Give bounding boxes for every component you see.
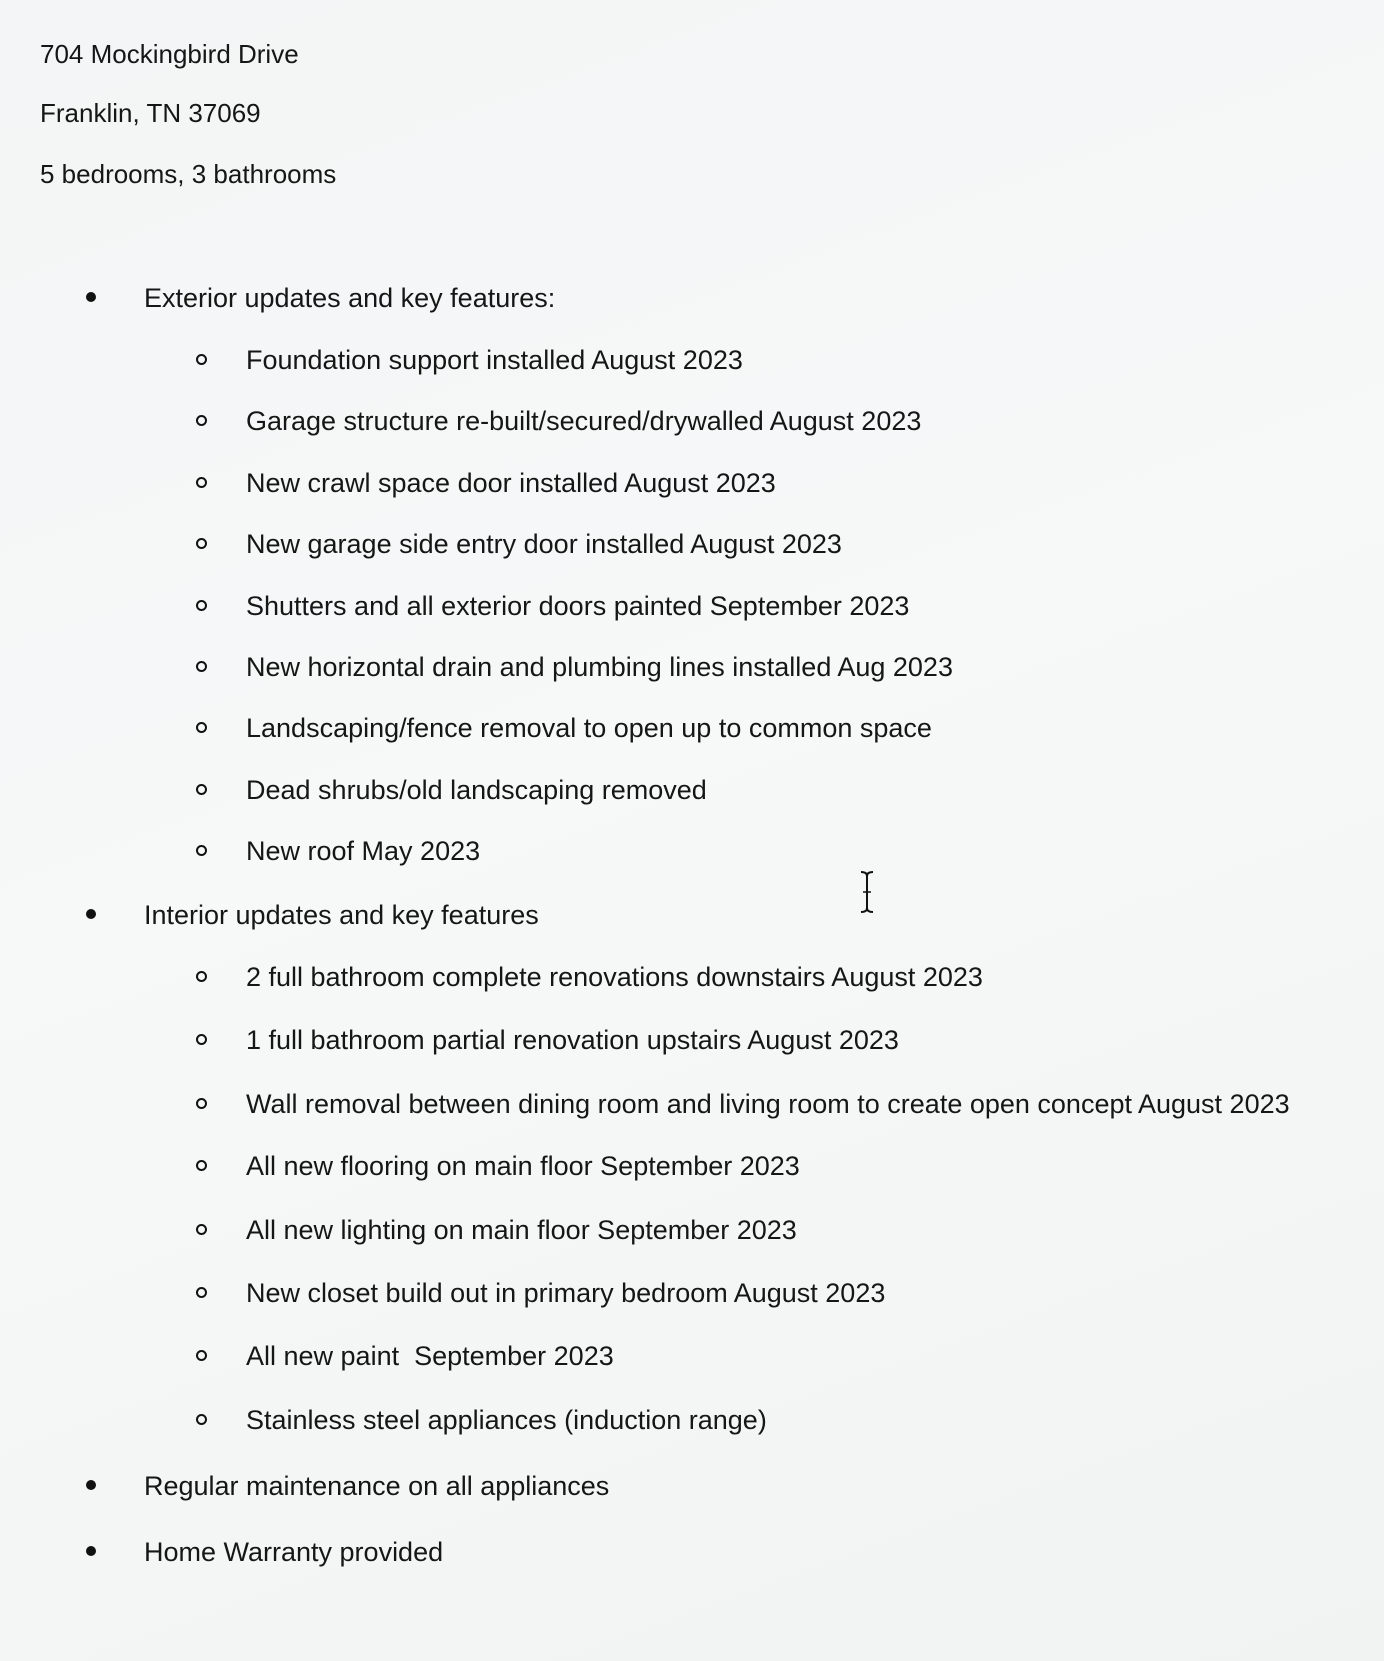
bullet-dot-icon <box>86 1546 96 1556</box>
circle-bullet-icon <box>196 722 207 733</box>
list-item <box>196 401 1376 441</box>
list-item <box>196 524 1376 564</box>
bullet-dot-icon <box>86 1480 96 1490</box>
list-item-text: New crawl space door installed August 2023 <box>246 468 776 498</box>
bullet-exterior <box>86 278 1326 318</box>
interior-heading: Interior updates and key features <box>144 900 539 930</box>
circle-bullet-icon <box>196 354 207 365</box>
circle-bullet-icon <box>196 538 207 549</box>
list-item <box>196 1400 1376 1440</box>
circle-bullet-icon <box>196 971 207 982</box>
circle-bullet-icon <box>196 1224 207 1235</box>
rooms-line: 5 bedrooms, 3 bathrooms <box>40 159 337 189</box>
bullet-interior <box>86 895 1326 935</box>
list-item-text: All new lighting on main floor September 2023 <box>246 1215 797 1245</box>
maintenance-text: Regular maintenance on all appliances <box>144 1471 610 1501</box>
list-item-text: Wall removal between dining room and living room to create open concept August 2023 <box>246 1089 1290 1119</box>
list-item-text: Stainless steel appliances (induction range) <box>246 1405 767 1435</box>
list-item-text: New closet build out in primary bedroom August 2023 <box>246 1278 886 1308</box>
list-item-text: 1 full bathroom partial renovation upstairs August 2023 <box>246 1025 899 1055</box>
list-item <box>196 463 1376 503</box>
list-item-text: New horizontal drain and plumbing lines installed Aug 2023 <box>246 652 953 682</box>
circle-bullet-icon <box>196 1160 207 1171</box>
list-item <box>196 1336 1376 1376</box>
list-item <box>196 1084 1376 1124</box>
list-item-text: Landscaping/fence removal to open up to common space <box>246 713 932 743</box>
list-item-text: Dead shrubs/old landscaping removed <box>246 775 707 805</box>
warranty-text: Home Warranty provided <box>144 1537 444 1567</box>
list-item <box>196 957 1376 997</box>
circle-bullet-icon <box>196 784 207 795</box>
list-item <box>196 1273 1376 1313</box>
list-item <box>196 647 1376 687</box>
bullet-warranty <box>86 1532 1326 1572</box>
circle-bullet-icon <box>196 1098 207 1109</box>
list-item-text: New roof May 2023 <box>246 836 481 866</box>
circle-bullet-icon <box>196 1287 207 1298</box>
circle-bullet-icon <box>196 415 207 426</box>
list-item-text: New garage side entry door installed August 2023 <box>246 529 842 559</box>
circle-bullet-icon <box>196 600 207 611</box>
exterior-heading: Exterior updates and key features: <box>144 283 556 313</box>
list-item-text: All new paint September 2023 <box>246 1341 614 1371</box>
bullet-dot-icon <box>86 909 96 919</box>
list-item <box>196 1020 1376 1060</box>
circle-bullet-icon <box>196 661 207 672</box>
circle-bullet-icon <box>196 1414 207 1425</box>
bullet-dot-icon <box>86 292 96 302</box>
list-item <box>196 831 1376 871</box>
list-item-text: 2 full bathroom complete renovations downstairs August 2023 <box>246 962 983 992</box>
list-item <box>196 586 1376 626</box>
circle-bullet-icon <box>196 1350 207 1361</box>
list-item <box>196 340 1376 380</box>
list-item-text: Garage structure re-built/secured/drywalled August 2023 <box>246 406 922 436</box>
list-item <box>196 708 1376 748</box>
circle-bullet-icon <box>196 477 207 488</box>
address-line-1: 704 Mockingbird Drive <box>40 39 299 69</box>
list-item <box>196 770 1376 810</box>
list-item-text: Foundation support installed August 2023 <box>246 345 743 375</box>
list-item <box>196 1210 1376 1250</box>
circle-bullet-icon <box>196 1034 207 1045</box>
address-line-2: Franklin, TN 37069 <box>40 98 261 128</box>
list-item-text: Shutters and all exterior doors painted September 2023 <box>246 591 910 621</box>
text-cursor-icon <box>858 870 876 914</box>
list-item-text: All new flooring on main floor September 2023 <box>246 1151 800 1181</box>
circle-bullet-icon <box>196 845 207 856</box>
bullet-maintenance <box>86 1466 1326 1506</box>
list-item <box>196 1146 1376 1186</box>
